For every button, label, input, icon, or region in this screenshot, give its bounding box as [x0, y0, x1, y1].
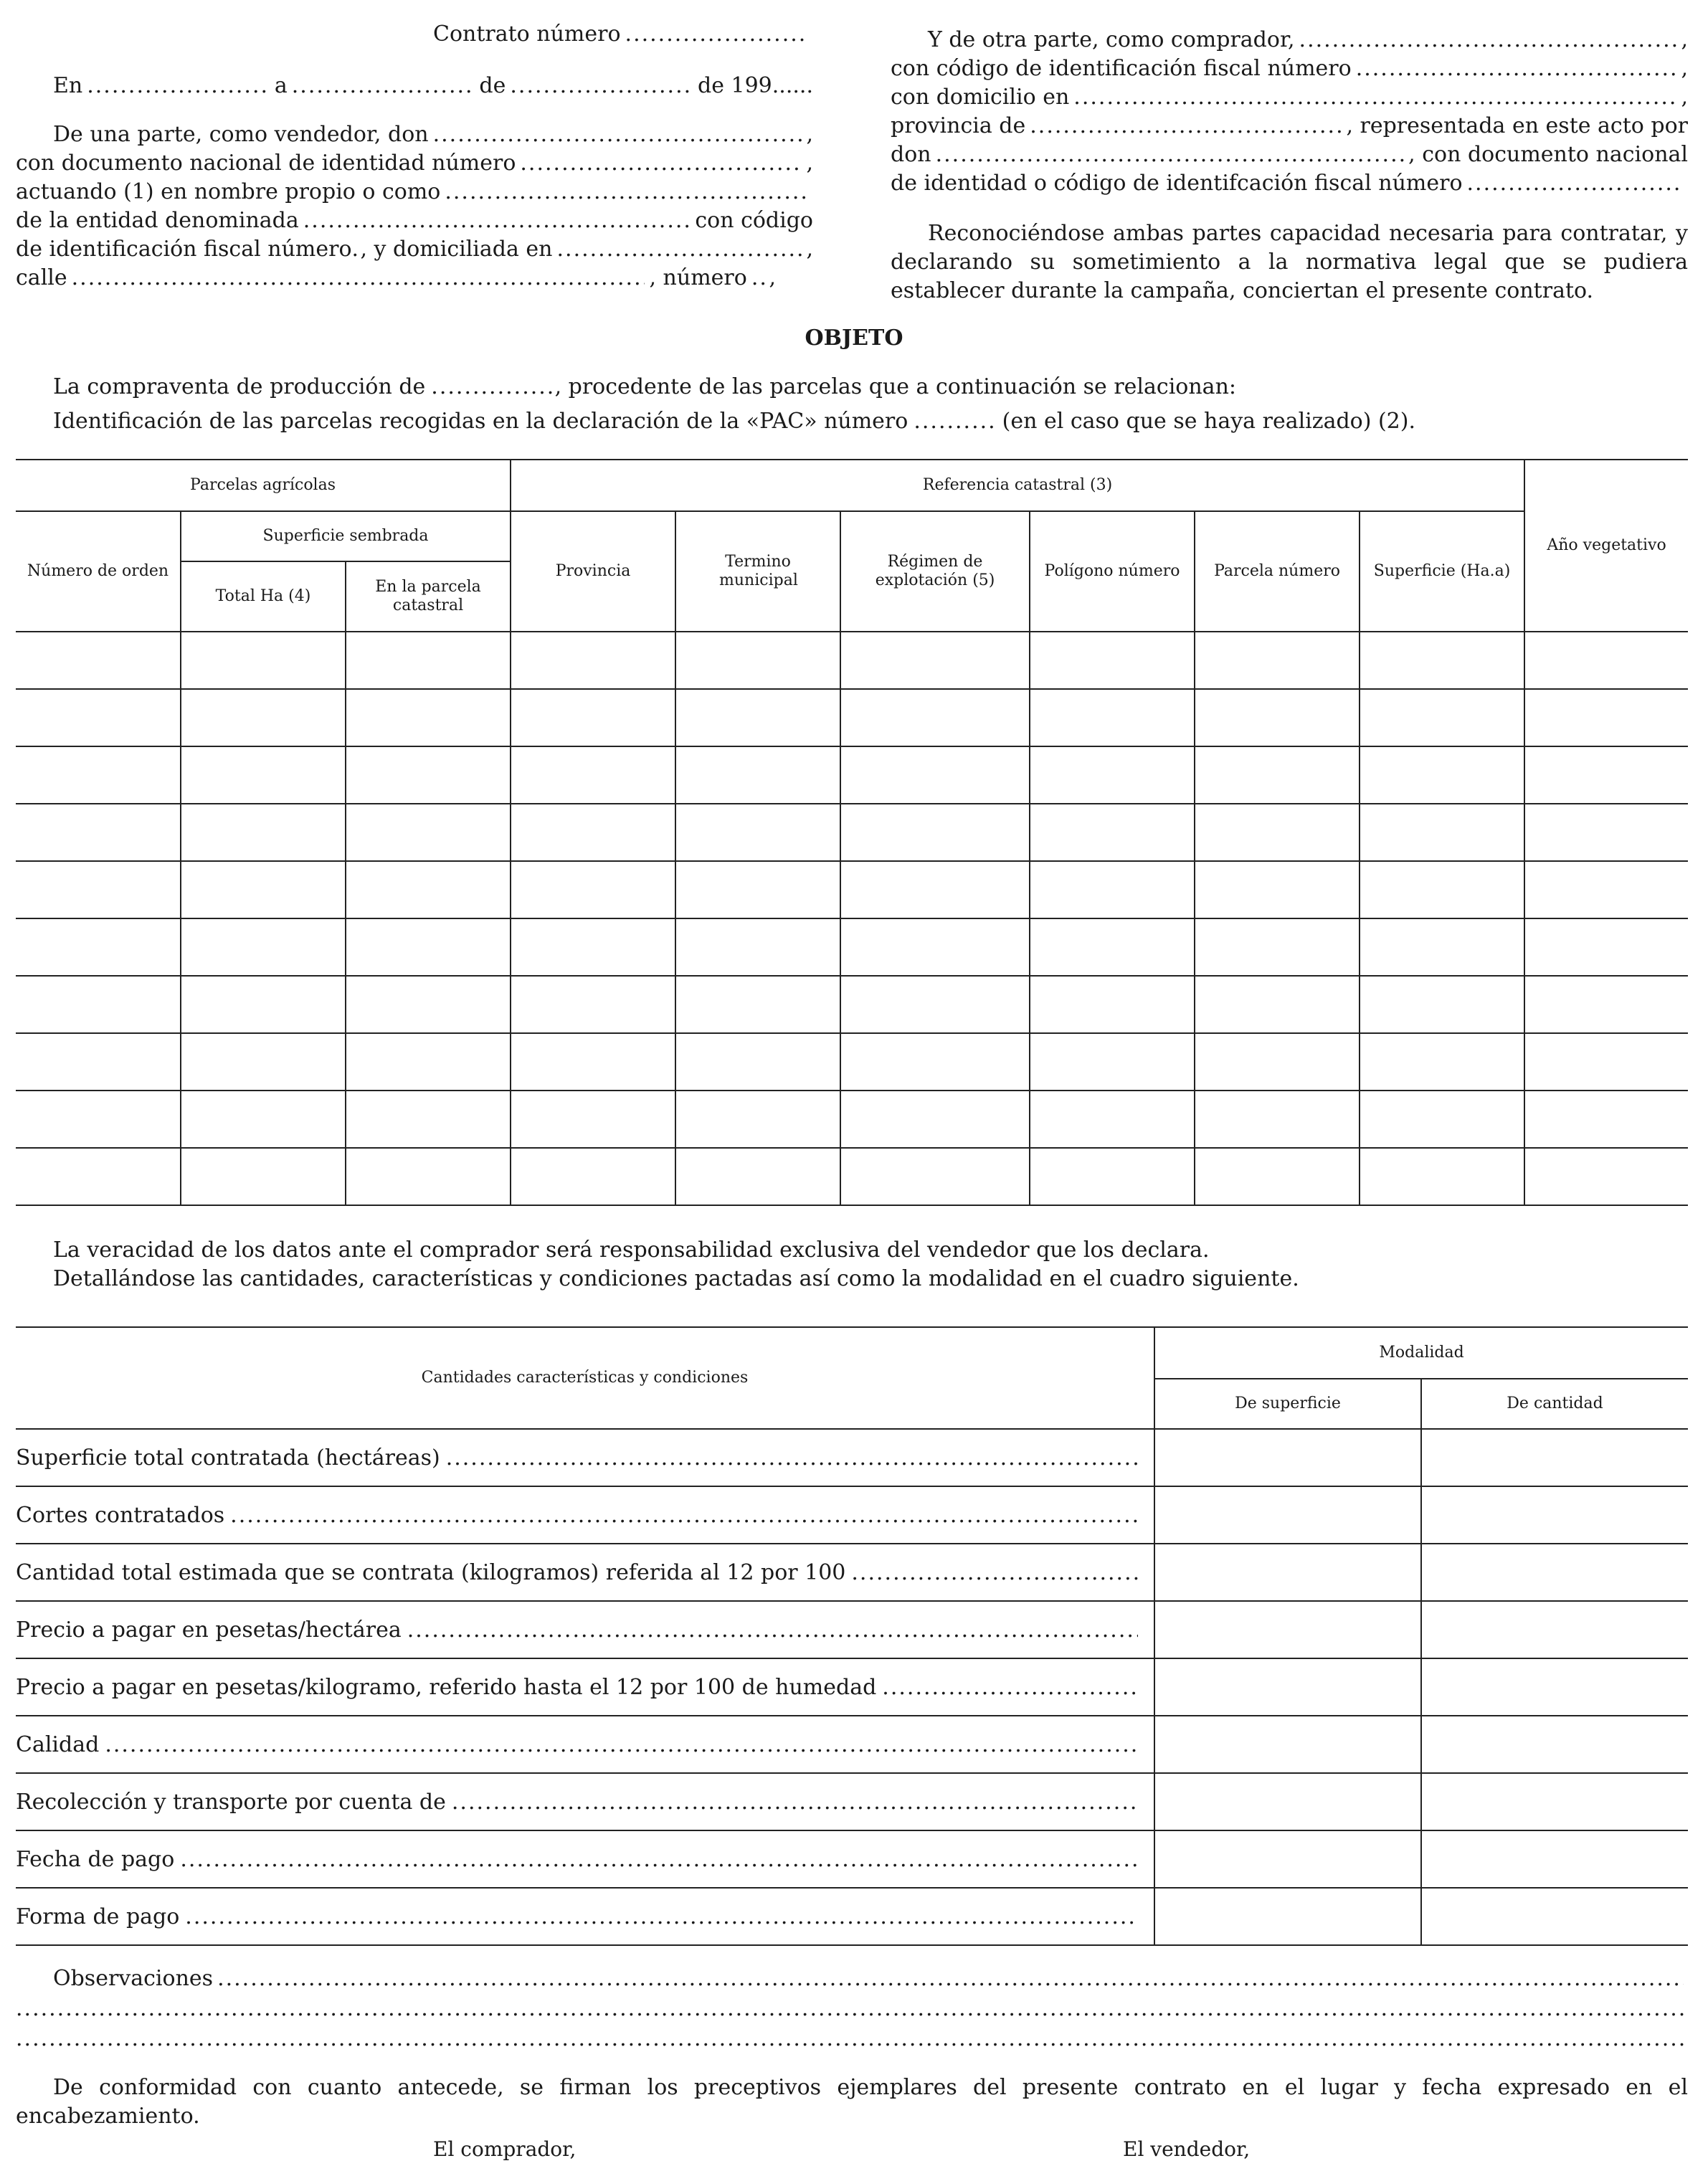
- table-cell[interactable]: [840, 976, 1030, 1033]
- table-cell[interactable]: [675, 689, 840, 746]
- table-cell[interactable]: [840, 804, 1030, 861]
- table-cell[interactable]: [16, 976, 181, 1033]
- header-regimen: Régimen de explotación (5): [840, 511, 1030, 632]
- place-date-line: [53, 72, 813, 100]
- seller-entity-field[interactable]: [303, 206, 691, 235]
- buyer-domicile-field[interactable]: [1073, 83, 1676, 112]
- superficie-value-cell[interactable]: [1154, 1601, 1421, 1658]
- condition-label: Recolección y transporte por cuenta de .....: [16, 1773, 1154, 1830]
- table-cell[interactable]: [511, 746, 675, 804]
- table-cell[interactable]: [675, 918, 840, 976]
- header-superficie-ha: Superficie (Ha.a): [1360, 511, 1524, 632]
- table-cell[interactable]: [675, 976, 840, 1033]
- condition-leader-dots: [452, 1790, 1138, 1815]
- table-cell[interactable]: [511, 804, 675, 861]
- place-field[interactable]: [87, 72, 270, 100]
- table-cell[interactable]: [346, 861, 511, 918]
- header-de-cantidad: De cantidad: [1421, 1379, 1688, 1429]
- table-row: [16, 1544, 1688, 1601]
- parcel-table-body: [16, 632, 1688, 1205]
- table-cell[interactable]: [346, 1033, 511, 1091]
- label-en: En: [53, 73, 83, 98]
- header-termino-municipal: Termino municipal: [675, 511, 840, 632]
- header-parcela-numero: Parcela número: [1195, 511, 1360, 632]
- condition-label: Superficie total contratada (hectáreas) .....: [16, 1429, 1154, 1486]
- table-cell[interactable]: [1195, 804, 1360, 861]
- table-cell[interactable]: [1360, 746, 1524, 804]
- table-cell[interactable]: [675, 746, 840, 804]
- condition-leader-dots: [882, 1675, 1138, 1700]
- table-cell[interactable]: [675, 1091, 840, 1148]
- table-cell[interactable]: [511, 632, 675, 689]
- buyer-representative-field[interactable]: [936, 141, 1405, 169]
- buyer-line-1: Y de otra parte, como comprador, ..... ,: [928, 26, 1688, 54]
- header-modalidad: Modalidad: [1154, 1327, 1688, 1379]
- table-cell[interactable]: [181, 1033, 346, 1091]
- table-cell[interactable]: [675, 1148, 840, 1205]
- table-row: [16, 1773, 1688, 1830]
- table-cell[interactable]: [675, 1033, 840, 1091]
- condition-label: Precio a pagar en pesetas/kilogramo, referido hasta el 12 por 100 de humedad .....: [16, 1658, 1154, 1716]
- condition-label: Cortes contratados .....: [16, 1486, 1154, 1544]
- observaciones-line-2[interactable]: [16, 1995, 1688, 2023]
- label-de: de: [479, 73, 506, 98]
- buyer-province-field[interactable]: [1030, 112, 1342, 141]
- table-cell[interactable]: [346, 1148, 511, 1205]
- header-parcelas-agricolas: Parcelas agrícolas: [16, 460, 511, 511]
- table-cell[interactable]: [346, 918, 511, 976]
- production-field[interactable]: [431, 373, 554, 402]
- cantidad-value-cell[interactable]: [1421, 1486, 1688, 1544]
- table-cell[interactable]: [1524, 632, 1688, 689]
- table-cell[interactable]: [840, 746, 1030, 804]
- buyer-line-6: de identidad o código de identifcación fiscal número .....: [891, 169, 1688, 198]
- contract-number-line: [433, 20, 813, 49]
- observaciones-field[interactable]: [217, 1965, 1684, 1993]
- observaciones-label: Observaciones: [53, 1966, 214, 1991]
- table-cell[interactable]: [1030, 918, 1195, 976]
- table-cell[interactable]: [181, 632, 346, 689]
- table-cell[interactable]: [346, 746, 511, 804]
- cantidad-value-cell[interactable]: [1421, 1773, 1688, 1830]
- table-cell[interactable]: [511, 976, 675, 1033]
- table-cell[interactable]: [1195, 689, 1360, 746]
- condition-leader-dots: [446, 1445, 1138, 1471]
- condition-leader-dots: [105, 1732, 1138, 1757]
- buyer-line-5: don ..... , con documento nacional: [891, 141, 1688, 169]
- superficie-value-cell[interactable]: [1154, 1658, 1421, 1716]
- table-row: [16, 976, 1688, 1033]
- table-cell[interactable]: [181, 689, 346, 746]
- table-row: [16, 918, 1688, 976]
- superficie-value-cell[interactable]: [1154, 1830, 1421, 1888]
- seller-representation-field[interactable]: [445, 178, 809, 206]
- table-cell[interactable]: [1030, 1148, 1195, 1205]
- table-cell[interactable]: [1195, 1033, 1360, 1091]
- condition-leader-dots: [180, 1847, 1138, 1872]
- table-row: [16, 861, 1688, 918]
- table-cell[interactable]: [346, 976, 511, 1033]
- seller-number-field[interactable]: [751, 264, 769, 293]
- seller-name-field[interactable]: [433, 120, 802, 149]
- table-cell[interactable]: [675, 861, 840, 918]
- table-cell[interactable]: [1195, 1148, 1360, 1205]
- observaciones-line-3[interactable]: [16, 2025, 1688, 2053]
- buyer-nif-field[interactable]: [1356, 54, 1677, 83]
- table-cell[interactable]: [1524, 976, 1688, 1033]
- pac-number-field[interactable]: [914, 407, 996, 436]
- table-row: [16, 632, 1688, 689]
- table-cell[interactable]: [1195, 746, 1360, 804]
- buyer-id-field[interactable]: [1467, 169, 1684, 198]
- seller-street-field[interactable]: [72, 264, 645, 293]
- table-cell[interactable]: [181, 976, 346, 1033]
- header-referencia-catastral: Referencia catastral (3): [511, 460, 1524, 511]
- table-cell[interactable]: [840, 861, 1030, 918]
- table-cell[interactable]: [16, 861, 181, 918]
- veracity-line-1: La veracidad de los datos ante el comprador será responsabilidad exclusiva del vendedor que los declara.: [53, 1237, 1210, 1263]
- day-field[interactable]: [292, 72, 475, 100]
- table-cell[interactable]: [840, 918, 1030, 976]
- contract-number-field[interactable]: [625, 20, 809, 49]
- seller-domicile-field[interactable]: [557, 235, 802, 264]
- table-cell[interactable]: [1524, 746, 1688, 804]
- table-cell[interactable]: [16, 804, 181, 861]
- table-cell[interactable]: [181, 1148, 346, 1205]
- condition-label: Fecha de pago .....: [16, 1830, 1154, 1888]
- table-row: [16, 746, 1688, 804]
- label-year: de 199......: [698, 73, 813, 98]
- table-cell[interactable]: [840, 1148, 1030, 1205]
- table-cell[interactable]: [346, 804, 511, 861]
- table-cell[interactable]: [511, 1033, 675, 1091]
- table-cell[interactable]: [16, 1033, 181, 1091]
- table-cell[interactable]: [1030, 976, 1195, 1033]
- buyer-name-field[interactable]: [1299, 26, 1677, 54]
- table-cell[interactable]: [1524, 1148, 1688, 1205]
- table-cell[interactable]: [1030, 861, 1195, 918]
- table-cell[interactable]: [1195, 1091, 1360, 1148]
- table-cell[interactable]: [511, 1148, 675, 1205]
- signature-buyer: El comprador,: [433, 2137, 577, 2161]
- cantidad-value-cell[interactable]: [1421, 1429, 1688, 1486]
- seller-line-6: calle ..... , número ..... ,: [16, 264, 776, 293]
- table-cell[interactable]: [181, 1091, 346, 1148]
- capacity-paragraph: Reconociéndose ambas partes capacidad necesaria para contratar, y declarando su sometimiento a la normativa legal que se pudiera establecer durante la campaña, conciertan el presente contrato.: [891, 221, 1688, 303]
- seller-nif-field[interactable]: [352, 235, 361, 264]
- table-row: [16, 1716, 1688, 1773]
- table-row: [16, 1429, 1688, 1486]
- cantidad-value-cell[interactable]: [1421, 1658, 1688, 1716]
- table-cell[interactable]: [181, 746, 346, 804]
- signature-seller: El vendedor,: [1123, 2137, 1251, 2161]
- seller-line-4: de la entidad denominada ..... con código: [16, 206, 813, 235]
- month-field[interactable]: [510, 72, 693, 100]
- seller-line-5: de identificación fiscal número ..... , y domiciliada en ..... ,: [16, 235, 813, 264]
- table-cell[interactable]: [16, 1091, 181, 1148]
- table-cell[interactable]: [16, 1148, 181, 1205]
- table-row: [16, 689, 1688, 746]
- objeto-title: OBJETO: [805, 326, 903, 351]
- objeto-line-2: Identificación de las parcelas recogidas en la declaración de la «PAC» número ..... (en el caso que se haya realizado) (2).: [53, 407, 1415, 436]
- header-parcela-catastral: En la parcela catastral: [346, 561, 511, 632]
- table-cell[interactable]: [511, 1091, 675, 1148]
- table-row: [16, 804, 1688, 861]
- seller-line-3: actuando (1) en nombre propio o como .....: [16, 178, 813, 206]
- condition-leader-dots: [407, 1617, 1138, 1643]
- table-cell[interactable]: [1524, 689, 1688, 746]
- condition-label: Forma de pago .....: [16, 1888, 1154, 1945]
- objeto-line-1: La compraventa de producción de ..... , procedente de las parcelas que a continuación se relacionan:: [53, 373, 1236, 402]
- table-cell[interactable]: [1030, 1033, 1195, 1091]
- table-row: [16, 1888, 1688, 1945]
- parcel-table: [16, 459, 1688, 1206]
- seller-dni-field[interactable]: [520, 149, 802, 178]
- label-a: a: [274, 73, 288, 98]
- table-cell[interactable]: [1360, 804, 1524, 861]
- cantidad-value-cell[interactable]: [1421, 1544, 1688, 1601]
- header-poligono: Polígono número: [1030, 511, 1195, 632]
- condition-leader-dots: [185, 1904, 1138, 1929]
- table-cell[interactable]: [16, 632, 181, 689]
- table-cell[interactable]: [1360, 1091, 1524, 1148]
- superficie-value-cell[interactable]: [1154, 1773, 1421, 1830]
- condition-label: Precio a pagar en pesetas/hectárea .....: [16, 1601, 1154, 1658]
- table-cell[interactable]: [1524, 1033, 1688, 1091]
- table-cell[interactable]: [1030, 632, 1195, 689]
- table-cell[interactable]: [1524, 1091, 1688, 1148]
- buyer-line-2: con código de identificación fiscal número ..... ,: [891, 54, 1688, 83]
- table-cell[interactable]: [511, 689, 675, 746]
- cantidad-value-cell[interactable]: [1421, 1716, 1688, 1773]
- table-cell[interactable]: [1524, 804, 1688, 861]
- contract-number-label: Contrato número: [433, 22, 621, 47]
- table-cell[interactable]: [1360, 632, 1524, 689]
- table-cell[interactable]: [511, 861, 675, 918]
- table-cell[interactable]: [181, 861, 346, 918]
- table-cell[interactable]: [1030, 746, 1195, 804]
- table-cell[interactable]: [840, 1091, 1030, 1148]
- superficie-value-cell[interactable]: [1154, 1888, 1421, 1945]
- table-cell[interactable]: [1360, 918, 1524, 976]
- table-cell[interactable]: [1524, 918, 1688, 976]
- table-cell[interactable]: [16, 746, 181, 804]
- table-cell[interactable]: [1524, 861, 1688, 918]
- header-de-superficie: De superficie: [1154, 1379, 1421, 1429]
- table-cell[interactable]: [1360, 1148, 1524, 1205]
- conformidad-paragraph: De conformidad con cuanto antecede, se firman los preceptivos ejemplares del presente contrato en el lugar y fecha expresado en el encabezamiento.: [16, 2075, 1688, 2129]
- table-cell[interactable]: [1360, 861, 1524, 918]
- table-cell[interactable]: [16, 689, 181, 746]
- table-cell[interactable]: [1030, 804, 1195, 861]
- table-cell[interactable]: [1195, 918, 1360, 976]
- table-cell[interactable]: [840, 689, 1030, 746]
- table-cell[interactable]: [181, 804, 346, 861]
- table-row: [16, 1658, 1688, 1716]
- table-cell[interactable]: [181, 918, 346, 976]
- table-cell[interactable]: [1360, 689, 1524, 746]
- table-cell[interactable]: [1360, 1033, 1524, 1091]
- table-cell[interactable]: [1195, 632, 1360, 689]
- buyer-line-4: provincia de ..... , representada en este acto por: [891, 112, 1688, 141]
- table-cell[interactable]: [1195, 861, 1360, 918]
- header-ano-vegetativo: Año vegetativo: [1524, 460, 1688, 632]
- header-provincia: Provincia: [511, 511, 675, 632]
- table-cell[interactable]: [1030, 689, 1195, 746]
- header-total-ha: Total Ha (4): [181, 561, 346, 632]
- table-row: [16, 1601, 1688, 1658]
- table-row: [16, 1033, 1688, 1091]
- header-cantidades: Cantidades características y condiciones: [16, 1327, 1154, 1429]
- condition-leader-dots: [851, 1560, 1138, 1585]
- condition-label: Cantidad total estimada que se contrata (kilogramos) referida al 12 por 100 .....: [16, 1544, 1154, 1601]
- table-cell[interactable]: [1030, 1091, 1195, 1148]
- superficie-value-cell[interactable]: [1154, 1486, 1421, 1544]
- table-row: [16, 1091, 1688, 1148]
- buyer-line-3: con domicilio en ..... ,: [891, 83, 1688, 112]
- table-cell[interactable]: [16, 918, 181, 976]
- table-cell[interactable]: [346, 689, 511, 746]
- cantidad-value-cell[interactable]: [1421, 1601, 1688, 1658]
- table-row: [16, 1830, 1688, 1888]
- condition-leader-dots: [230, 1503, 1138, 1528]
- observaciones-line: [53, 1965, 1688, 1993]
- table-cell[interactable]: [675, 804, 840, 861]
- table-row: [16, 1148, 1688, 1205]
- table-cell[interactable]: [346, 1091, 511, 1148]
- table-cell[interactable]: [675, 632, 840, 689]
- veracity-line-2: Detallándose las cantidades, características y condiciones pactadas así como la modalidad en el cuadro siguiente.: [53, 1266, 1299, 1291]
- table-cell[interactable]: [840, 632, 1030, 689]
- superficie-value-cell[interactable]: [1154, 1544, 1421, 1601]
- table-cell[interactable]: [1195, 976, 1360, 1033]
- cantidad-value-cell[interactable]: [1421, 1888, 1688, 1945]
- table-cell[interactable]: [840, 1033, 1030, 1091]
- header-numero-orden: Número de orden: [16, 511, 181, 632]
- conditions-table: [16, 1326, 1688, 1946]
- seller-line-2: con documento nacional de identidad número ..... ,: [16, 149, 813, 178]
- superficie-value-cell[interactable]: [1154, 1429, 1421, 1486]
- table-cell[interactable]: [1360, 976, 1524, 1033]
- cantidad-value-cell[interactable]: [1421, 1830, 1688, 1888]
- table-cell[interactable]: [511, 918, 675, 976]
- seller-line-1: De una parte, como vendedor, don ..... ,: [53, 120, 813, 149]
- table-cell[interactable]: [346, 632, 511, 689]
- superficie-value-cell[interactable]: [1154, 1716, 1421, 1773]
- conditions-table-body: [16, 1429, 1688, 1945]
- header-superficie-sembrada: Superficie sembrada: [181, 511, 511, 561]
- table-row: [16, 1486, 1688, 1544]
- condition-label: Calidad .....: [16, 1716, 1154, 1773]
